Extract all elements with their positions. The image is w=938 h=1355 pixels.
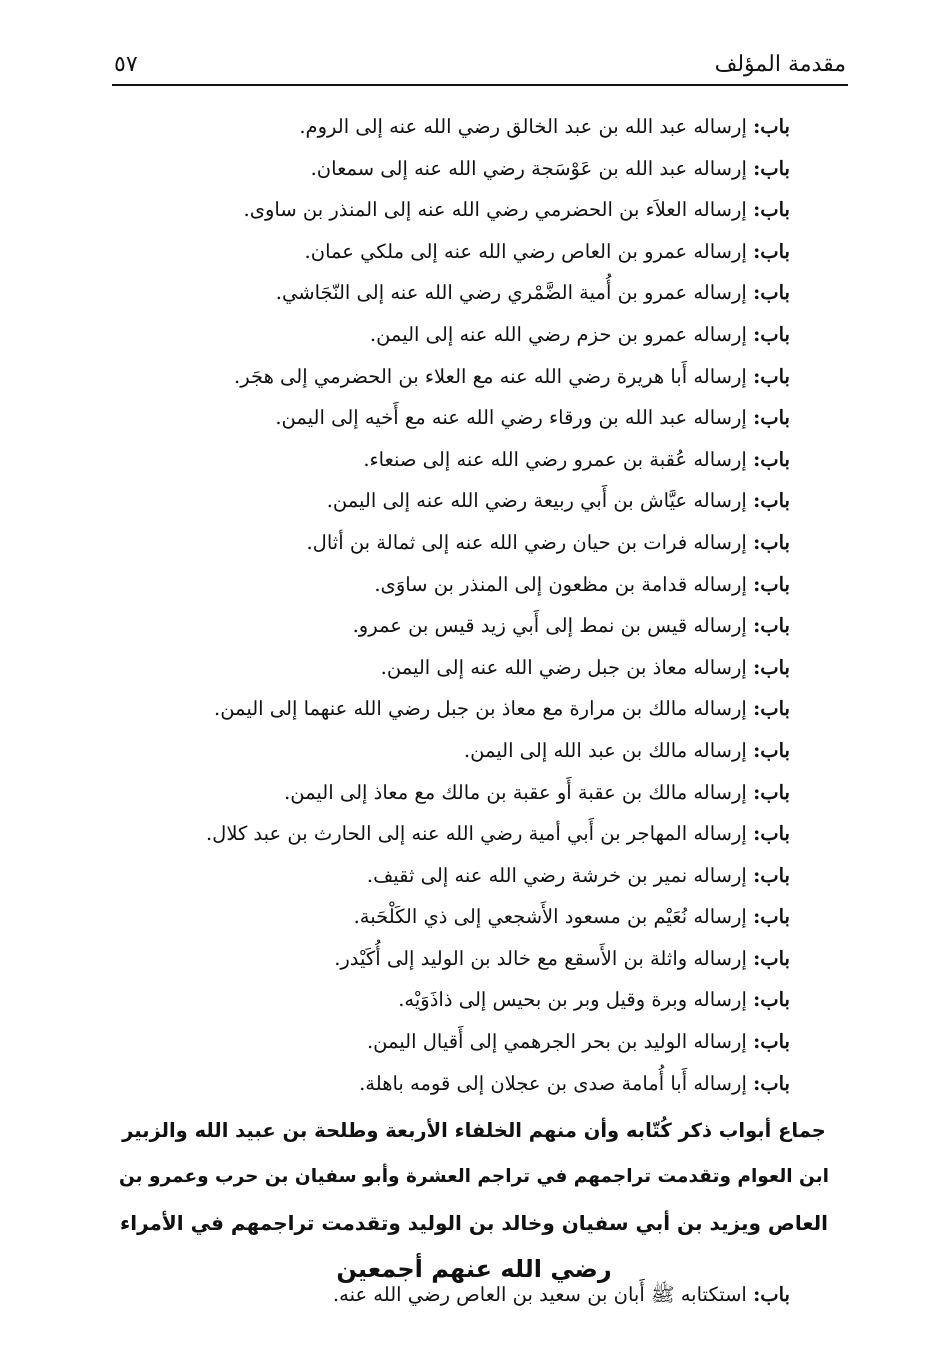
chapter-entry	[110, 813, 790, 855]
chapter-text: إرساله عبد الله بن عَوْسَجة رضي الله عنه إلى سمعان.	[310, 156, 747, 180]
chapter-entry	[110, 314, 790, 356]
running-title: مقدمة المؤلف	[714, 52, 846, 77]
chapter-text: إرساله واثلة بن الأَسقع مع خالد بن الوليد إلى أُكَيْدر.	[334, 946, 747, 970]
chapter-entry	[110, 439, 790, 481]
chapter-entry	[110, 106, 790, 148]
page-number: ٥٧	[114, 52, 138, 77]
chapter-text: إرساله الوليد بن بحر الجرهمي إلى أَقيال اليمن.	[366, 1030, 747, 1054]
heading-line: جماع أبواب ذكر كُتّابه وأن منهم الخلفاء الأربعة وطلحة بن عبيد الله والزبير	[122, 1119, 826, 1142]
chapter-entry	[110, 148, 790, 190]
page-header	[112, 46, 848, 86]
chapter-entry	[110, 730, 790, 772]
chapter-text: إرساله أَبا هريرة رضي الله عنه مع العلاء بن الحضرمي إلى هجَر.	[234, 364, 747, 388]
chapter-entry	[110, 855, 790, 897]
chapter-entry	[110, 522, 790, 564]
chapter-label: باب:	[753, 115, 790, 138]
chapter-entry	[110, 938, 790, 980]
chapter-text: إرساله مالك بن عبد الله إلى اليمن.	[463, 738, 747, 762]
chapter-entry	[110, 605, 790, 647]
chapter-entry	[110, 979, 790, 1021]
chapter-text: إرساله المهاجر بن أَبي أمية رضي الله عنه إلى الحارث بن عبد كلال.	[205, 822, 747, 846]
chapter-label: باب:	[753, 239, 790, 263]
chapter-label: باب:	[753, 156, 790, 180]
chapter-entry	[110, 189, 790, 231]
chapter-text: إرساله نُعَيْم بن مسعود الأَشجعي إلى ذي الكَلْحَبة.	[353, 905, 747, 929]
chapter-label: باب:	[753, 489, 790, 513]
chapter-label: باب:	[753, 364, 790, 388]
chapter-text: إرساله معاذ بن جبل رضي الله عنه إلى اليمن.	[380, 655, 747, 679]
chapter-label: باب:	[753, 572, 790, 596]
heading-line: رضي الله عنهم أجمعين	[336, 1255, 612, 1283]
chapter-text: إرساله نمير بن خرشة رضي الله عنه إلى ثقيف.	[366, 863, 747, 887]
chapter-text: إرساله عمرو بن أُمية الضَّمْري رضي الله عنه إلى النّجَاشي.	[275, 281, 747, 305]
chapter-label: باب:	[753, 988, 790, 1012]
chapter-label: باب:	[753, 1283, 790, 1306]
chapter-text: إرساله وبرة وقيل وبر بن بحيس إلى ذاذَوَيْه.	[398, 988, 747, 1012]
chapter-entry	[110, 1021, 790, 1063]
chapter-text: إرساله عبد الله بن ورقاء رضي الله عنه مع أَخيه إلى اليمن.	[275, 406, 747, 430]
chapter-text: إرساله قدامة بن مظعون إلى المنذر بن ساوَى.	[374, 572, 747, 596]
section-heading	[118, 1108, 830, 1292]
chapter-entry	[110, 1274, 790, 1316]
chapter-text: إرساله عبد الله بن عبد الخالق رضي الله عنه إلى الروم.	[299, 115, 747, 138]
chapter-text: إرساله قيس بن نمط إلى أَبي زيد قيس بن عمرو.	[352, 614, 747, 638]
chapter-label: باب:	[753, 322, 790, 346]
chapter-text: إرساله مالك بن عقبة أَو عقبة بن مالك مع معاذ إلى اليمن.	[284, 780, 747, 804]
chapter-label: باب:	[753, 780, 790, 804]
chapter-entry	[110, 647, 790, 689]
chapter-entry	[110, 772, 790, 814]
chapter-text: إرساله عُقبة بن عمرو رضي الله عنه إلى صنعاء.	[363, 447, 747, 471]
chapter-entry	[110, 564, 790, 606]
chapter-text: إرساله عيَّاش بن أَبي ربيعة رضي الله عنه إلى اليمن.	[326, 489, 747, 513]
chapter-entry	[110, 480, 790, 522]
final-chapter-list	[110, 1274, 790, 1316]
chapter-label: باب:	[753, 406, 790, 430]
chapter-label: باب:	[753, 198, 790, 222]
chapter-label: باب:	[753, 822, 790, 846]
chapter-entry	[110, 1063, 790, 1105]
chapter-label: باب:	[753, 530, 790, 554]
chapter-entry	[110, 356, 790, 398]
chapter-label: باب:	[753, 905, 790, 929]
chapter-label: باب:	[753, 738, 790, 762]
chapter-list	[110, 106, 790, 1104]
chapter-label: باب:	[753, 281, 790, 305]
chapter-text: إرساله عمرو بن حزم رضي الله عنه إلى اليمن.	[369, 322, 747, 346]
chapter-entry	[110, 231, 790, 273]
chapter-entry	[110, 272, 790, 314]
chapter-text: إرساله العلاَء بن الحضرمي رضي الله عنه إلى المنذر بن ساوى.	[243, 198, 747, 222]
chapter-label: باب:	[753, 447, 790, 471]
chapter-label: باب:	[753, 655, 790, 679]
chapter-label: باب:	[753, 863, 790, 887]
chapter-entry	[110, 397, 790, 439]
chapter-text: إرساله مالك بن مرارة مع معاذ بن جبل رضي الله عنهما إلى اليمن.	[214, 697, 747, 721]
chapter-label: باب:	[753, 1071, 790, 1095]
chapter-text: إرساله عمرو بن العاص رضي الله عنه إلى ملكي عمان.	[304, 239, 747, 263]
chapter-label: باب:	[753, 946, 790, 970]
chapter-label: باب:	[753, 697, 790, 721]
chapter-label: باب:	[753, 1030, 790, 1054]
chapter-entry	[110, 896, 790, 938]
chapter-text: إرساله فرات بن حيان رضي الله عنه إلى ثمالة بن أثال.	[306, 530, 747, 554]
chapter-label: باب:	[753, 614, 790, 638]
chapter-text: استكتابه ﷺ أَبان بن سعيد بن العاص رضي الله عنه.	[332, 1283, 747, 1306]
heading-line: ابن العوام وتقدمت تراجمهم في تراجم العشرة وأبو سفيان بن حرب وعمرو بن	[119, 1166, 829, 1187]
heading-line: العاص ويزيد بن أبي سفيان وخالد بن الوليد وتقدمت تراجمهم في الأمراء	[119, 1211, 829, 1235]
chapter-text: إرساله أَبا أُمامة صدى بن عجلان إلى قومه باهلة.	[359, 1071, 747, 1095]
chapter-entry	[110, 688, 790, 730]
